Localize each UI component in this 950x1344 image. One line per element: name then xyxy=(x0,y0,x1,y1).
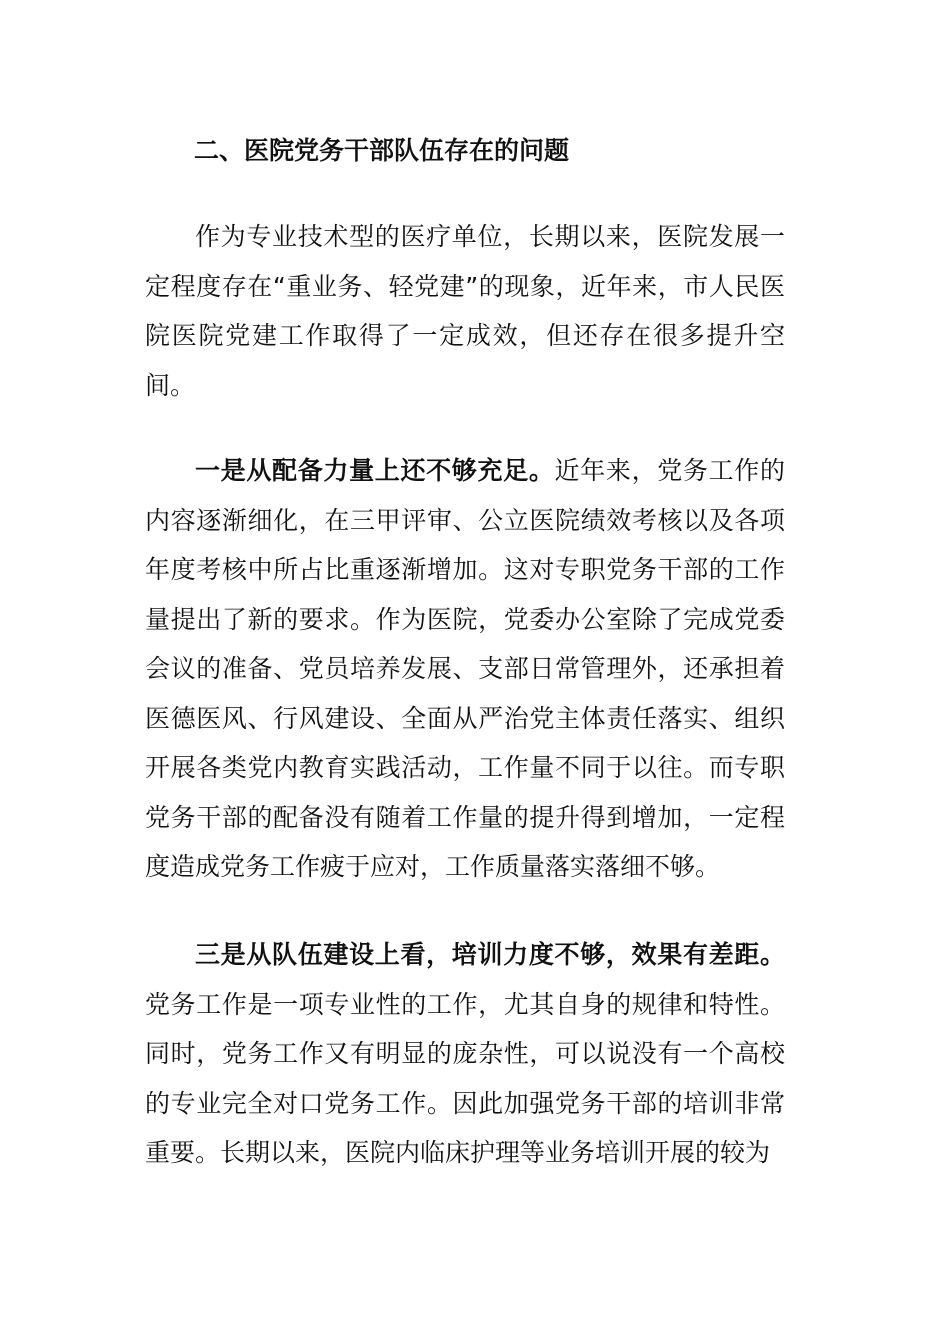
paragraph-staffing xyxy=(145,446,785,892)
paragraph-lead: 三是从队伍建设上看，培训力度不够，效果有差距。 xyxy=(195,940,785,969)
paragraph-intro xyxy=(145,212,785,410)
paragraph-text: 近年来，党务工作的内容逐渐细化，在三甲评审、公立医院绩效考核以及各项年度考核中所占比重逐渐增加。这对专职党务干部的工作量提出了新的要求。作为医院，党委办公室除了完成党委会议的准备、党员培养发展、支部日常管理外，还承担着医德医风、行风建设、全面从严治党主体责任落实、组织开展各类党内教育实践活动，工作量不同于以往。而专职党务干部的配备没有随着工作量的提升得到增加，一定程度造成党务工作疲于应对，工作质量落实落细不够。 xyxy=(145,456,785,881)
section-heading: 二、医院党务干部队伍存在的问题 xyxy=(194,136,570,165)
paragraph-lead: 一是从配备力量上还不够充足。 xyxy=(195,456,555,485)
paragraph-training xyxy=(145,930,785,1178)
paragraph-text: 作为专业技术型的医疗单位，长期以来，医院发展一定程度存在“重业务、轻党建”的现象，近年来，市人民医院医院党建工作取得了一定成效，但还存在很多提升空间。 xyxy=(145,222,785,400)
paragraph-text: 党务工作是一项专业性的工作，尤其自身的规律和特性。同时，党务工作又有明显的庞杂性，可以说没有一个高校的专业完全对口党务工作。因此加强党务干部的培训非常重要。长期以来，医院内临床护理等业务培训开展的较为 xyxy=(145,989,785,1167)
